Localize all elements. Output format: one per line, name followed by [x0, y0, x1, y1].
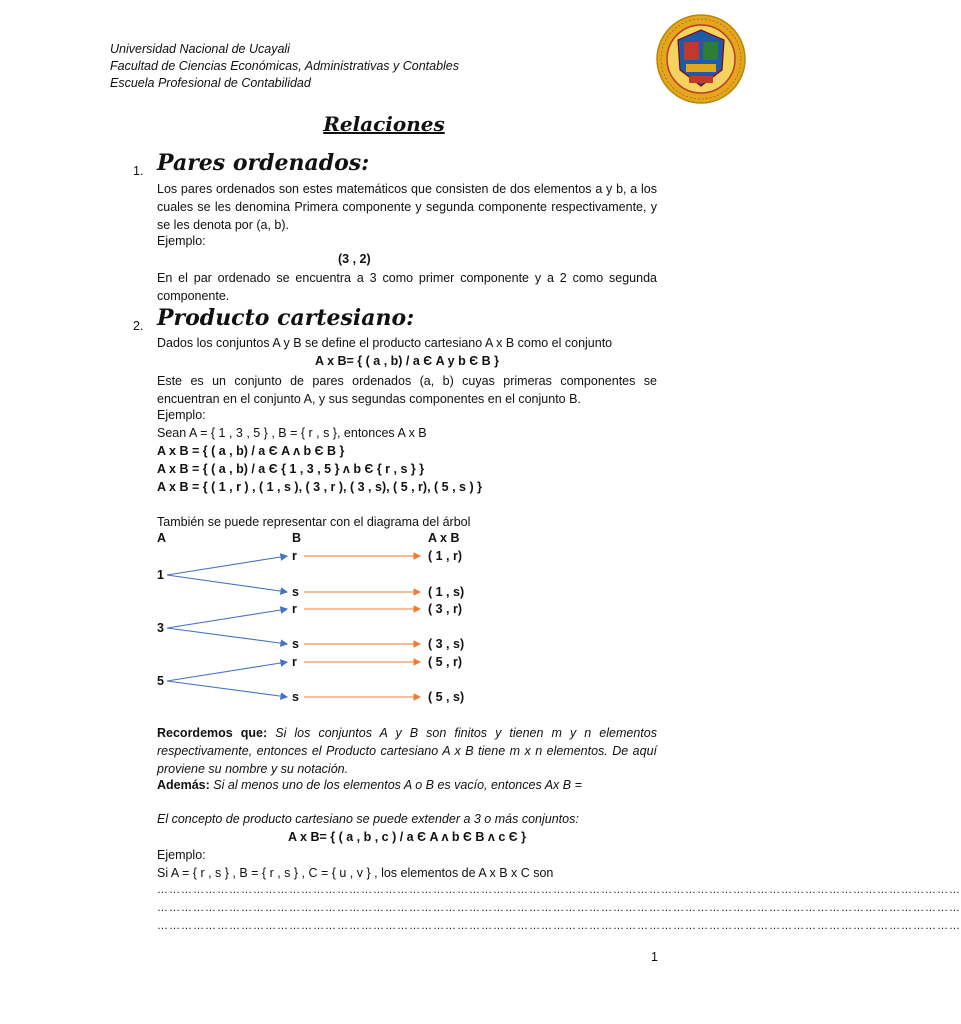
section-2-paragraph: Este es un conjunto de pares ordenados (a, b) cuyas primeras componentes se encuentran en el conjunto A, y sus segundas componentes en el conjunto B.: [157, 374, 657, 406]
tree-b-item: s: [292, 637, 299, 651]
tree-branch-arrow: [167, 628, 287, 644]
product-line-2: A x B = { ( a , b) / a Є { 1 , 3 , 5 } ʌ b Є { r , s } }: [157, 462, 425, 476]
tree-branch-arrow: [167, 681, 287, 697]
remember-note: [157, 724, 657, 778]
tree-pair: ( 1 , s): [428, 585, 465, 599]
notes-example: Si A = { r , s } , B = { r , s } , C = { u , v } , los elementos de A x B x C son: [157, 866, 554, 880]
product-line-1: A x B = { ( a , b) / a Є A ʌ b Є B }: [157, 444, 345, 458]
remember-label: Recordemos que:: [157, 726, 268, 740]
tree-b-item: s: [292, 585, 299, 599]
page-number: 1: [651, 950, 658, 964]
also-note: [157, 778, 582, 792]
tree-pair: ( 5 , s): [428, 690, 465, 704]
tree-orange-arrows: [304, 556, 420, 697]
page-title: Relaciones: [323, 112, 445, 136]
also-label: Además:: [157, 778, 210, 792]
section-1-heading: Pares ordenados:: [157, 150, 370, 176]
tree-a-item: 5: [157, 674, 164, 688]
tree-branch-arrow: [167, 662, 287, 681]
answer-line: …………………………………………………………………………………………………………………………………………………………………………………: [157, 884, 961, 896]
section-1-explanation: En el par ordenado se encuentra a 3 como primer componente y a 2 como segunda componente.: [157, 271, 657, 303]
tree-pair: ( 3 , r): [428, 602, 463, 616]
tree-pair: ( 3 , s): [428, 637, 465, 651]
also-text: Si al menos uno de los elementos A o B es vacío, entonces Ax B =: [213, 778, 582, 792]
tree-branch-arrow: [167, 609, 287, 628]
section-1-example-label: Ejemplo:: [157, 234, 206, 248]
section-1-number: 1.: [133, 164, 144, 178]
tree-branch-arrow: [167, 575, 287, 592]
section-2-example-label: Ejemplo:: [157, 408, 206, 422]
tree-pair: ( 1 , r): [428, 549, 463, 563]
section-2-heading: Producto cartesiano:: [157, 305, 415, 331]
section-2-intro: Dados los conjuntos A y B se define el producto cartesiano A x B como el conjunto: [157, 336, 613, 350]
extend-definition: A x B= { ( a , b , c ) / a Є A ʌ b Є B ʌ c Є }: [288, 830, 526, 844]
section-1-paragraph: Los pares ordenados son estes matemáticos que consisten de dos elementos a y b, a los cuales se les denomina Primera componente y segunda componente respectivamente, y se les denota por (a, b).: [157, 182, 657, 232]
tree-intro: También se puede representar con el diagrama del árbol: [157, 515, 471, 529]
university-name: Universidad Nacional de Ucayali: [110, 42, 290, 56]
tree-pair: ( 5 , r): [428, 655, 463, 669]
faculty-name: Facultad de Ciencias Económicas, Administrativas y Contables: [110, 59, 459, 73]
extend-text: El concepto de producto cartesiano se puede extender a 3 o más conjuntos:: [157, 812, 579, 826]
tree-blue-arrows: [167, 556, 287, 697]
example-sets: Sean A = { 1 , 3 , 5 } , B = { r , s }, entonces A x B: [157, 426, 427, 440]
section-2-number: 2.: [133, 319, 144, 333]
tree-column-a: A: [157, 531, 167, 545]
tree-b-item: r: [292, 549, 297, 563]
tree-a-item: 1: [157, 568, 164, 582]
section-1-example: (3 , 2): [338, 252, 371, 266]
tree-column-axb: A x B: [428, 531, 460, 545]
cartesian-definition: A x B= { ( a , b) / a Є A y b Є B }: [315, 354, 499, 368]
answer-line: …………………………………………………………………………………………………………………………………………………………………………………: [157, 920, 961, 932]
product-line-3: A x B = { ( 1 , r ) , ( 1 , s ), ( 3 , r ), ( 3 , s), ( 5 , r), ( 5 , s ) }: [157, 480, 482, 494]
tree-branch-arrow: [167, 556, 287, 575]
tree-a-item: 3: [157, 621, 164, 635]
tree-b-item: r: [292, 602, 297, 616]
notes-example-label: Ejemplo:: [157, 848, 206, 862]
tree-b-item: s: [292, 690, 299, 704]
tree-b-item: r: [292, 655, 297, 669]
answer-line: …………………………………………………………………………………………………………………………………………………………………………………: [157, 902, 961, 914]
tree-column-b: B: [292, 531, 302, 545]
school-name: Escuela Profesional de Contabilidad: [110, 76, 311, 90]
remember-text: Si los conjuntos A y B son finitos y tienen m y n elementos respectivamente, entonces el Producto cartesiano A x B tiene m x n elementos. De aquí proviene su nombre y su notación.: [157, 726, 657, 776]
